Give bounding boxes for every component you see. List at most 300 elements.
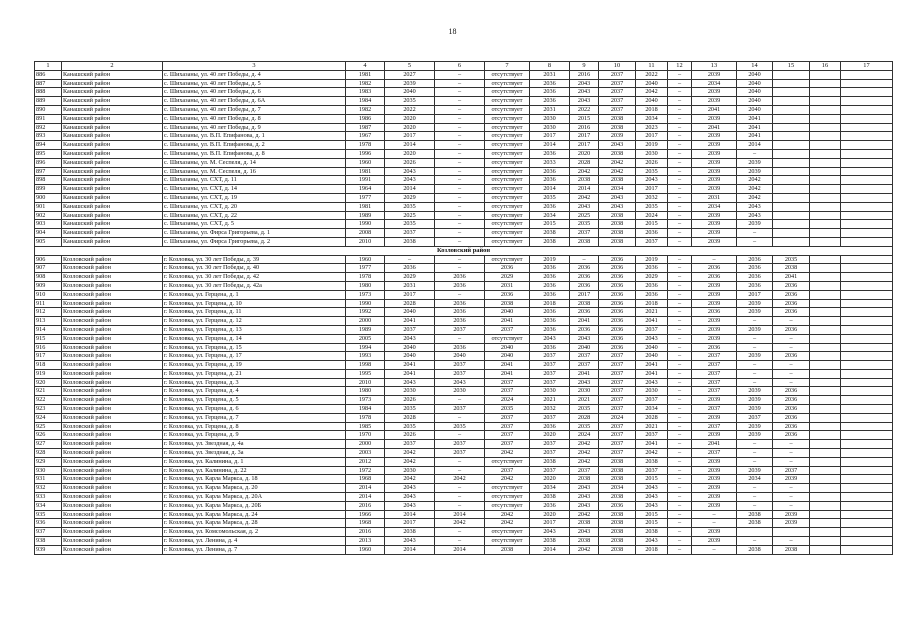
table-cell [773, 158, 810, 167]
table-cell: 2042 [570, 545, 599, 554]
table-row [35, 361, 893, 370]
address-cell: с. Шихазаны, ул. 40 лет Победы, д. 6А [163, 97, 346, 106]
table-cell: 2037 [599, 105, 636, 114]
table-row [35, 484, 893, 493]
table-cell: 2039 [737, 352, 773, 361]
table-cell: 2038 [599, 493, 636, 502]
table-cell: 1960 [346, 545, 385, 554]
table-cell: 2039 [692, 325, 737, 334]
table-cell: – [435, 431, 485, 440]
table-cell: – [668, 70, 692, 79]
table-cell [841, 299, 893, 308]
table-row [35, 493, 893, 502]
address-cell: г. Козловка, ул. Герцена, д. 14 [163, 334, 346, 343]
table-cell: 2028 [570, 158, 599, 167]
table-cell: 2035 [485, 405, 530, 414]
address-cell: с. Шихазаны, ул. 40 лет Победы, д. 9 [163, 123, 346, 132]
address-cell: с. Шихазаны, ул. 40 лет Победы, д. 7 [163, 105, 346, 114]
table-cell: 2037 [692, 361, 737, 370]
table-cell: 2038 [599, 123, 636, 132]
table-cell: 2028 [570, 413, 599, 422]
table-cell [810, 185, 841, 194]
table-cell: 892 [35, 123, 62, 132]
table-cell: 1972 [346, 466, 385, 475]
table-cell: 2036 [636, 281, 668, 290]
table-cell [841, 519, 893, 528]
table-cell: 2037 [599, 88, 636, 97]
table-cell [773, 193, 810, 202]
table-cell: – [435, 123, 485, 132]
table-cell: 2037 [485, 387, 530, 396]
table-cell: 2039 [692, 88, 737, 97]
table-row [35, 299, 893, 308]
table-cell: 2036 [737, 273, 773, 282]
table-cell [841, 290, 893, 299]
table-cell [841, 405, 893, 414]
table-cell [810, 308, 841, 317]
table-cell: 2030 [570, 387, 599, 396]
table-row [35, 431, 893, 440]
table-cell: – [668, 317, 692, 326]
table-cell [810, 88, 841, 97]
table-cell: 2037 [636, 431, 668, 440]
table-cell: 2015 [570, 114, 599, 123]
table-cell: 2037 [435, 405, 485, 414]
table-row [35, 510, 893, 519]
table-cell: 2039 [737, 396, 773, 405]
table-cell: 2038 [570, 299, 599, 308]
table-cell: отсутствует [485, 528, 530, 537]
table-cell: 2036 [599, 281, 636, 290]
table-cell: 1984 [346, 97, 385, 106]
table-cell: 2037 [530, 466, 570, 475]
table-cell: – [668, 361, 692, 370]
address-cell: г. Козловка, ул. Герцена, д. 10 [163, 299, 346, 308]
table-cell [841, 343, 893, 352]
table-cell [810, 501, 841, 510]
table-cell: отсутствует [485, 202, 530, 211]
table-cell: 2036 [773, 396, 810, 405]
table-cell [810, 264, 841, 273]
table-cell: 2037 [435, 361, 485, 370]
table-cell: 1990 [346, 220, 385, 229]
table-row [35, 202, 893, 211]
table-row [35, 185, 893, 194]
address-cell: г. Козловка, ул. Карла Маркса, д. 20 [163, 484, 346, 493]
table-cell: 2042 [435, 475, 485, 484]
district-cell: Канашский район [62, 229, 163, 238]
table-cell: 1995 [346, 369, 385, 378]
table-row [35, 449, 893, 458]
table-cell: – [773, 361, 810, 370]
table-cell [810, 273, 841, 282]
table-cell: – [773, 317, 810, 326]
table-cell [773, 105, 810, 114]
table-cell [810, 493, 841, 502]
table-cell: 2036 [692, 343, 737, 352]
table-cell: 2036 [773, 325, 810, 334]
table-cell: 901 [35, 202, 62, 211]
table-cell [810, 220, 841, 229]
table-cell: 2036 [485, 290, 530, 299]
table-cell: 2017 [636, 132, 668, 141]
table-cell: 2036 [636, 264, 668, 273]
table-cell: 2014 [385, 141, 435, 150]
table-cell: 2043 [636, 334, 668, 343]
address-cell: г. Козловка, ул. Герцена, д. 8 [163, 422, 346, 431]
table-cell: 2037 [636, 466, 668, 475]
table-cell: 2040 [485, 343, 530, 352]
table-cell: – [773, 493, 810, 502]
address-cell: г. Козловка, ул. Звездная, д. 4а [163, 440, 346, 449]
table-cell: 2036 [636, 290, 668, 299]
table-cell: 2036 [570, 325, 599, 334]
table-cell: 2037 [530, 449, 570, 458]
address-cell: с. Шихазаны, ул. М. Сеспеля, д. 16 [163, 167, 346, 176]
table-cell [841, 237, 893, 246]
district-cell: Канашский район [62, 141, 163, 150]
table-cell: 2037 [599, 79, 636, 88]
table-cell: 2017 [737, 290, 773, 299]
table-row [35, 387, 893, 396]
table-cell: 2043 [530, 528, 570, 537]
table-cell: 2041 [385, 369, 435, 378]
district-cell: Канашский район [62, 158, 163, 167]
table-cell: 906 [35, 255, 62, 264]
table-cell: – [435, 466, 485, 475]
table-cell [810, 466, 841, 475]
table-row [35, 281, 893, 290]
table-cell: – [668, 132, 692, 141]
table-cell: 2037 [692, 387, 737, 396]
table-cell: 2041 [636, 440, 668, 449]
table-cell: 2030 [385, 466, 435, 475]
table-cell: 2039 [692, 97, 737, 106]
table-cell: отсутствует [485, 193, 530, 202]
table-cell [773, 97, 810, 106]
table-cell: 2025 [570, 211, 599, 220]
table-cell: 1973 [346, 290, 385, 299]
table-cell: 2037 [599, 431, 636, 440]
table-cell: – [668, 237, 692, 246]
table-cell: – [435, 255, 485, 264]
column-number-cell: 10 [599, 62, 636, 71]
table-cell: – [773, 537, 810, 546]
table-cell: 1964 [346, 185, 385, 194]
table-cell: 2039 [385, 79, 435, 88]
table-cell: 2036 [773, 352, 810, 361]
table-cell: 2020 [530, 431, 570, 440]
table-cell: – [668, 290, 692, 299]
table-cell: 2037 [570, 466, 599, 475]
table-cell [841, 308, 893, 317]
table-cell: 2032 [530, 405, 570, 414]
table-cell [810, 519, 841, 528]
column-number-cell: 16 [810, 62, 841, 71]
table-cell: 2040 [636, 352, 668, 361]
table-cell: 2036 [773, 308, 810, 317]
table-cell: – [668, 334, 692, 343]
table-cell: – [668, 149, 692, 158]
address-cell: г. Козловка, ул. Карла Маркса, д. 20Б [163, 501, 346, 510]
table-cell: 889 [35, 97, 62, 106]
table-cell: 2040 [485, 308, 530, 317]
table-cell: 2039 [692, 158, 737, 167]
table-cell: – [668, 369, 692, 378]
table-cell: 2038 [737, 519, 773, 528]
table-cell: – [773, 369, 810, 378]
table-cell: 2043 [570, 493, 599, 502]
table-cell: 893 [35, 132, 62, 141]
table-cell: 1960 [346, 158, 385, 167]
table-cell [841, 325, 893, 334]
table-cell [773, 528, 810, 537]
table-cell: – [737, 378, 773, 387]
table-cell: 912 [35, 308, 62, 317]
table-cell: 2043 [570, 97, 599, 106]
table-cell [841, 281, 893, 290]
table-cell: 930 [35, 466, 62, 475]
table-row [35, 440, 893, 449]
district-cell: Канашский район [62, 220, 163, 229]
table-cell: 2039 [692, 185, 737, 194]
table-cell: – [668, 281, 692, 290]
table-cell [841, 484, 893, 493]
table-cell: 913 [35, 317, 62, 326]
table-cell: 2039 [692, 290, 737, 299]
table-cell: 1981 [346, 70, 385, 79]
table-cell: 2037 [530, 352, 570, 361]
table-cell: – [435, 158, 485, 167]
table-cell: – [668, 396, 692, 405]
table-cell: 899 [35, 185, 62, 194]
table-cell: 2036 [530, 88, 570, 97]
table-cell [773, 185, 810, 194]
table-cell: 2038 [599, 176, 636, 185]
table-cell: 1980 [346, 387, 385, 396]
table-cell [773, 237, 810, 246]
table-cell: 2039 [737, 466, 773, 475]
table-cell: 1966 [346, 510, 385, 519]
address-cell: г. Козловка, ул. Герцена, д. 15 [163, 343, 346, 352]
table-cell: – [668, 466, 692, 475]
table-cell [773, 132, 810, 141]
address-cell: с. Шихазаны, ул. СХТ, д. 5 [163, 220, 346, 229]
table-cell: 2023 [636, 123, 668, 132]
table-cell: 2036 [692, 273, 737, 282]
table-cell: 902 [35, 211, 62, 220]
district-cell: Козловский район [62, 299, 163, 308]
table-cell: 917 [35, 352, 62, 361]
table-cell: 2038 [737, 545, 773, 554]
district-cell: Канашский район [62, 185, 163, 194]
table-row [35, 176, 893, 185]
table-cell: 910 [35, 290, 62, 299]
table-cell: 2034 [737, 475, 773, 484]
table-cell: отсутствует [485, 255, 530, 264]
table-cell: 2039 [692, 457, 737, 466]
table-cell [810, 132, 841, 141]
table-cell: 2038 [599, 149, 636, 158]
district-cell: Козловский район [62, 537, 163, 546]
table-cell: 2036 [773, 405, 810, 414]
table-cell: – [668, 308, 692, 317]
table-row [35, 132, 893, 141]
table-cell: 2005 [346, 334, 385, 343]
district-cell: Канашский район [62, 97, 163, 106]
table-row [35, 422, 893, 431]
table-cell [810, 176, 841, 185]
table-cell: 2034 [599, 484, 636, 493]
table-cell: 931 [35, 475, 62, 484]
table-cell: – [435, 484, 485, 493]
table-cell: 2030 [636, 387, 668, 396]
table-cell: 2040 [737, 70, 773, 79]
table-cell: – [435, 220, 485, 229]
table-cell: – [435, 334, 485, 343]
table-cell [810, 237, 841, 246]
table-cell: 918 [35, 361, 62, 370]
table-cell [841, 457, 893, 466]
address-cell: г. Козловка, ул. Карла Маркса, д. 24 [163, 510, 346, 519]
table-cell: 2043 [385, 334, 435, 343]
table-cell: – [737, 449, 773, 458]
table-cell: 2039 [773, 519, 810, 528]
table-cell: 2042 [435, 519, 485, 528]
table-cell: 2038 [599, 211, 636, 220]
table-cell: – [737, 440, 773, 449]
address-cell: г. Козловка, ул. Герцена, д. 7 [163, 413, 346, 422]
table-cell: 2014 [385, 185, 435, 194]
table-cell: 2036 [530, 202, 570, 211]
district-cell: Канашский район [62, 176, 163, 185]
table-cell: 2036 [435, 281, 485, 290]
table-cell [841, 255, 893, 264]
district-cell: Канашский район [62, 88, 163, 97]
table-cell: – [385, 255, 435, 264]
table-cell: – [692, 255, 737, 264]
table-cell: 2036 [570, 273, 599, 282]
table-cell: 2032 [636, 193, 668, 202]
table-cell: 2039 [599, 132, 636, 141]
table-cell: 2037 [599, 70, 636, 79]
district-cell: Козловский район [62, 378, 163, 387]
table-cell: 2038 [530, 229, 570, 238]
table-row [35, 466, 893, 475]
table-cell: – [668, 528, 692, 537]
table-cell: 1993 [346, 352, 385, 361]
address-cell: г. Козловка, ул. Герцена, д. 4 [163, 387, 346, 396]
table-cell: 2029 [385, 273, 435, 282]
table-cell: 2038 [385, 528, 435, 537]
table-cell: 2040 [435, 352, 485, 361]
table-cell: 2037 [599, 378, 636, 387]
address-cell: с. Шихазаны, ул. СХТ, д. 22 [163, 211, 346, 220]
table-cell: 2043 [636, 493, 668, 502]
table-cell: – [435, 264, 485, 273]
table-cell [841, 466, 893, 475]
table-cell: 2037 [692, 352, 737, 361]
district-cell: Козловский район [62, 405, 163, 414]
table-cell: 923 [35, 405, 62, 414]
table-cell: 2036 [435, 299, 485, 308]
table-cell: 2037 [530, 413, 570, 422]
table-cell: 2043 [385, 537, 435, 546]
table-cell: 921 [35, 387, 62, 396]
table-cell: – [668, 457, 692, 466]
address-cell: г. Козловка, ул. Карла Маркса, д. 18 [163, 475, 346, 484]
table-cell [810, 149, 841, 158]
address-cell: г. Козловка, ул. Герцена, д. 13 [163, 325, 346, 334]
column-number-cell: 5 [385, 62, 435, 71]
table-cell: – [668, 211, 692, 220]
table-cell [841, 387, 893, 396]
table-cell: – [435, 537, 485, 546]
table-cell: 2025 [385, 211, 435, 220]
table-cell: 2034 [530, 211, 570, 220]
address-cell: с. Шихазаны, ул. В.П. Епифанова, д. 1 [163, 132, 346, 141]
table-cell: 2036 [773, 299, 810, 308]
table-cell: 2018 [636, 105, 668, 114]
table-cell: отсутствует [485, 334, 530, 343]
table-cell [810, 484, 841, 493]
table-cell: 2040 [570, 343, 599, 352]
table-cell: 1982 [346, 79, 385, 88]
table-cell: 2034 [599, 185, 636, 194]
table-cell [810, 510, 841, 519]
table-cell [810, 422, 841, 431]
table-cell: 2026 [636, 158, 668, 167]
district-cell: Козловский район [62, 422, 163, 431]
table-cell: 2036 [530, 317, 570, 326]
table-cell: – [435, 501, 485, 510]
table-cell: 2042 [737, 176, 773, 185]
column-number-cell: 2 [62, 62, 163, 71]
table-cell: 1987 [346, 123, 385, 132]
table-cell [841, 123, 893, 132]
table-cell: 903 [35, 220, 62, 229]
table-cell: – [668, 167, 692, 176]
table-cell: 2041 [636, 361, 668, 370]
table-cell: 2043 [636, 484, 668, 493]
address-cell: с. Шихазаны, ул. В.П. Епифанова, д. 8 [163, 149, 346, 158]
table-cell: 1973 [346, 396, 385, 405]
table-cell: 1992 [346, 308, 385, 317]
table-cell: 2039 [737, 387, 773, 396]
table-cell: 2038 [599, 466, 636, 475]
table-cell [810, 167, 841, 176]
table-row [35, 255, 893, 264]
table-cell: 2038 [570, 176, 599, 185]
table-cell: 2038 [570, 537, 599, 546]
table-cell: 2027 [385, 70, 435, 79]
table-cell [841, 545, 893, 554]
table-cell: 2015 [636, 475, 668, 484]
table-cell: 2039 [692, 229, 737, 238]
table-cell: 2043 [570, 334, 599, 343]
table-cell [841, 97, 893, 106]
table-cell [841, 114, 893, 123]
address-cell: г. Козловка, ул. Герцена, д. 21 [163, 369, 346, 378]
table-cell: 2041 [485, 317, 530, 326]
table-cell: 2035 [385, 220, 435, 229]
table-cell: 2042 [570, 510, 599, 519]
table-row [35, 378, 893, 387]
table-cell: 2037 [485, 440, 530, 449]
address-cell: г. Козловка, ул. Герцена, д. 1 [163, 290, 346, 299]
table-cell: 2036 [530, 343, 570, 352]
table-cell: – [668, 141, 692, 150]
